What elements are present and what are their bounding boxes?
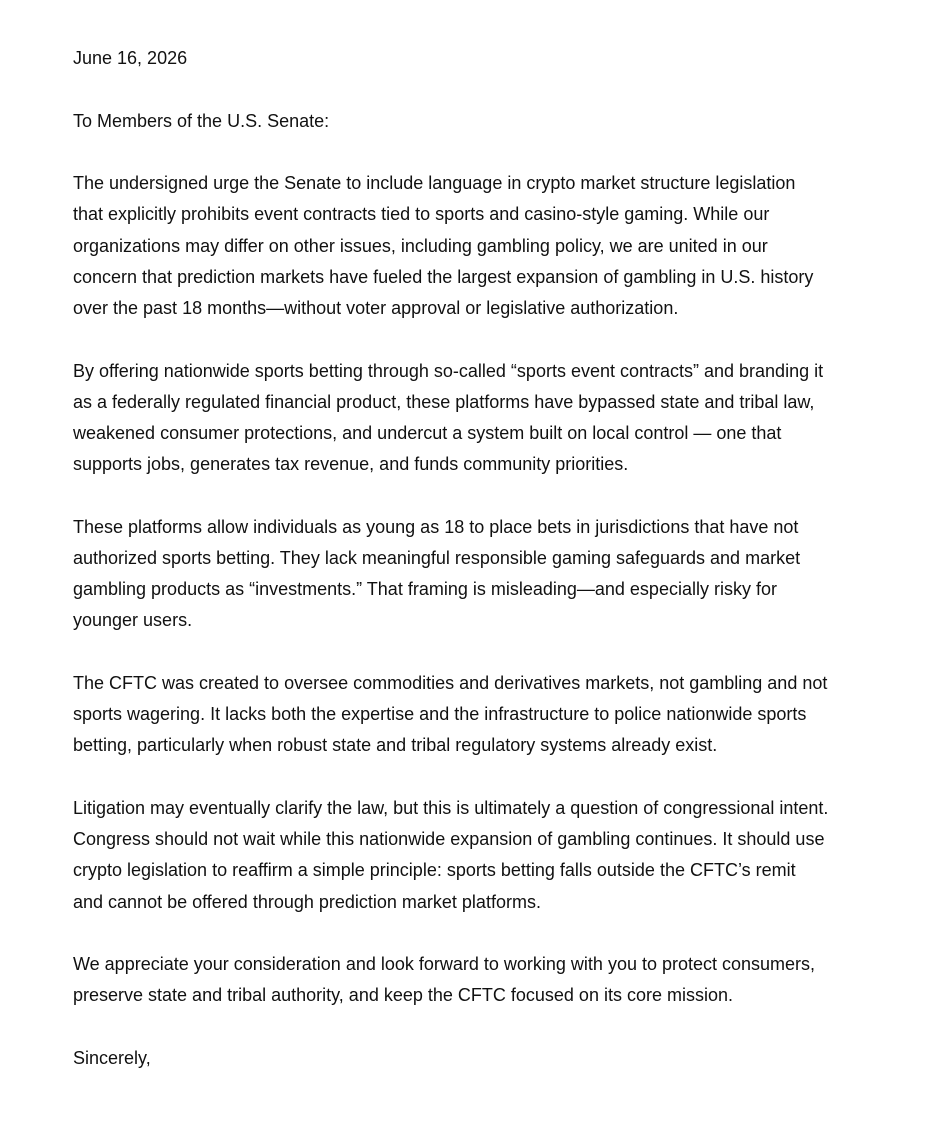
letter-salutation: To Members of the U.S. Senate: [73, 110, 330, 131]
paragraph-5 [73, 793, 883, 918]
letter-date: June 16, 2026 [73, 48, 188, 68]
paragraph-line: The undersigned urge the Senate to include language in crypto market structure legislation [73, 173, 796, 194]
paragraph-line: younger users. [73, 610, 193, 631]
paragraph-line: as a federally regulated financial product, these platforms have bypassed state and tribal law, [73, 391, 815, 412]
paragraph-line: Litigation may eventually clarify the law, but this is ultimately a question of congressional intent. [73, 798, 829, 818]
paragraph-line: crypto legislation to reaffirm a simple principle: sports betting falls outside the CFTC’s remit [73, 860, 796, 881]
paragraph-line: over the past 18 months—without voter approval or legislative authorization. [73, 298, 679, 318]
paragraph-line: organizations may differ on other issues, including gambling policy, we are united in our [73, 235, 768, 256]
paragraph-line: These platforms allow individuals as young as 18 to place bets in jurisdictions that have not [73, 516, 799, 537]
paragraph-line: supports jobs, generates tax revenue, and funds community priorities. [73, 454, 629, 475]
paragraph-line: concern that prediction markets have fueled the largest expansion of gambling in U.S. history [73, 266, 814, 287]
paragraph-1 [73, 168, 883, 324]
paragraph-3 [73, 512, 883, 637]
letter-closing: Sincerely, [73, 1048, 151, 1068]
paragraph-line: By offering nationwide sports betting through so-called “sports event contracts” and branding it [73, 360, 824, 381]
paragraph-line: betting, particularly when robust state and tribal regulatory systems already exist. [73, 735, 718, 756]
paragraph-4 [73, 668, 883, 762]
letter-page [73, 43, 883, 1074]
paragraph-line: and cannot be offered through prediction market platforms. [73, 891, 541, 912]
paragraph-line: We appreciate your consideration and look forward to working with you to protect consumers, [73, 954, 816, 975]
paragraph-line: Congress should not wait while this nationwide expansion of gambling continues. It should use [73, 829, 825, 850]
paragraph-line: sports wagering. It lacks both the expertise and the infrastructure to police nationwide sports [73, 704, 807, 725]
paragraph-line: weakened consumer protections, and undercut a system built on local control — one that [73, 423, 782, 443]
paragraph-6 [73, 949, 883, 1011]
paragraph-line: that explicitly prohibits event contracts tied to sports and casino-style gaming. While our [73, 204, 770, 225]
paragraph-line: The CFTC was created to oversee commodities and derivatives markets, not gambling and not [73, 673, 828, 693]
paragraph-line: preserve state and tribal authority, and keep the CFTC focused on its core mission. [73, 985, 733, 1006]
paragraph-line: authorized sports betting. They lack meaningful responsible gaming safeguards and market [73, 548, 801, 568]
paragraph-2 [73, 356, 883, 481]
paragraph-line: gambling products as “investments.” That framing is misleading—and especially risky for [73, 579, 777, 600]
